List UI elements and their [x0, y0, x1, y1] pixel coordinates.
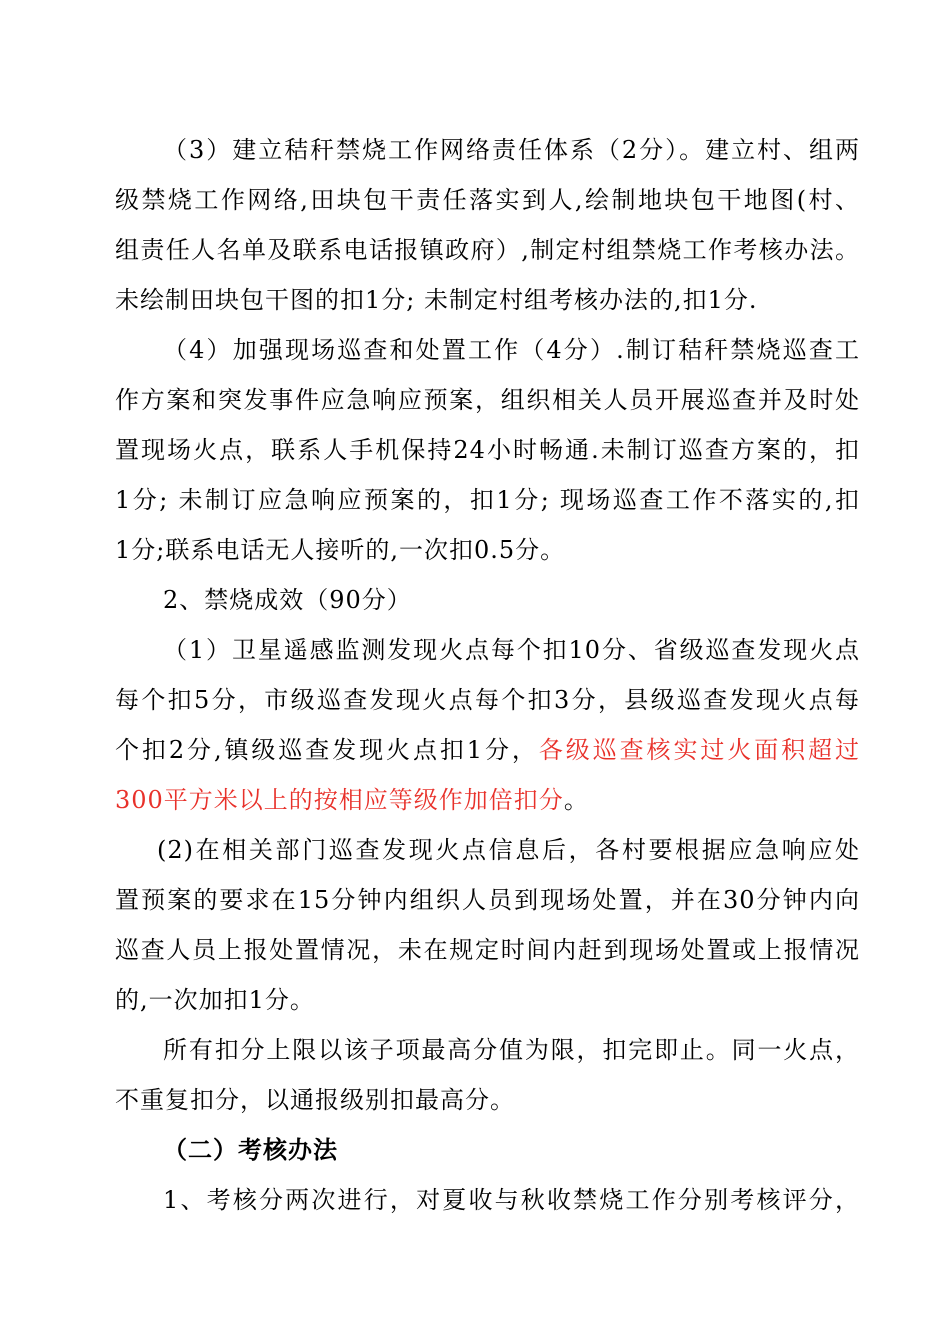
text-line: 1分;联系电话无人接听的,一次扣0.5分。	[115, 536, 566, 564]
text-line: 组责任人名单及联系电话报镇政府）,制定村组禁烧工作考核办法。	[115, 236, 860, 264]
text-line: 1分; 未制订应急响应预案的，扣1分; 现场巡查工作不落实的,扣	[115, 486, 860, 514]
paragraph-item-3	[115, 125, 860, 325]
paragraph-item-4	[115, 325, 860, 575]
paragraph-score-item-2	[115, 825, 860, 1025]
text-run: 。	[563, 786, 589, 814]
text-line: 每个扣5分，市级巡查发现火点每个扣3分，县级巡查发现火点每	[115, 686, 860, 714]
document-page	[115, 125, 860, 1225]
text-run: 个扣2分,镇级巡查发现火点扣1分，	[115, 736, 539, 764]
text-line: 置现场火点，联系人手机保持24小时畅通.未制订巡查方案的，扣	[115, 436, 860, 464]
section-heading-2: 2、禁烧成效（90分）	[163, 586, 412, 614]
text-line-mixed	[115, 725, 860, 775]
text-line: （1）卫星遥感监测发现火点每个扣10分、省级巡查发现火点	[163, 636, 860, 664]
text-line: 级禁烧工作网络,田块包干责任落实到人,绘制地块包干地图(村、	[115, 186, 860, 214]
text-line: 巡查人员上报处置情况，未在规定时间内赶到现场处置或上报情况	[115, 936, 860, 964]
paragraph-note	[115, 1025, 860, 1125]
text-line: （4）加强现场巡查和处置工作（4分）.制订秸秆禁烧巡查工	[163, 336, 860, 364]
text-line: 作方案和突发事件应急响应预案，组织相关人员开展巡查并及时处	[115, 386, 860, 414]
paragraph-method-1	[115, 1175, 860, 1225]
text-line-mixed	[115, 775, 860, 825]
text-line: (2)在相关部门巡查发现火点信息后，各村要根据应急响应处	[157, 836, 860, 864]
text-line: 未绘制田块包干图的扣1分; 未制定村组考核办法的,扣1分.	[115, 286, 758, 314]
highlighted-text: 各级巡查核实过火面积超过	[538, 736, 861, 764]
section-title-assessment-method: （二）考核办法	[163, 1135, 338, 1164]
text-line: （3）建立秸秆禁烧工作网络责任体系（2分）。建立村、组两	[163, 136, 860, 164]
text-line: 不重复扣分，以通报级别扣最高分。	[115, 1086, 515, 1114]
text-line: 所有扣分上限以该子项最高分值为限，扣完即止。同一火点，	[163, 1036, 860, 1064]
text-line: 1、考核分两次进行，对夏收与秋收禁烧工作分别考核评分，	[163, 1186, 860, 1214]
paragraph-score-item-1	[115, 625, 860, 825]
highlighted-text: 300平方米以上的按相应等级作加倍扣分	[115, 786, 564, 814]
text-line: 置预案的要求在15分钟内组织人员到现场处置，并在30分钟内向	[115, 886, 860, 914]
text-line: 的,一次加扣1分。	[115, 986, 315, 1014]
